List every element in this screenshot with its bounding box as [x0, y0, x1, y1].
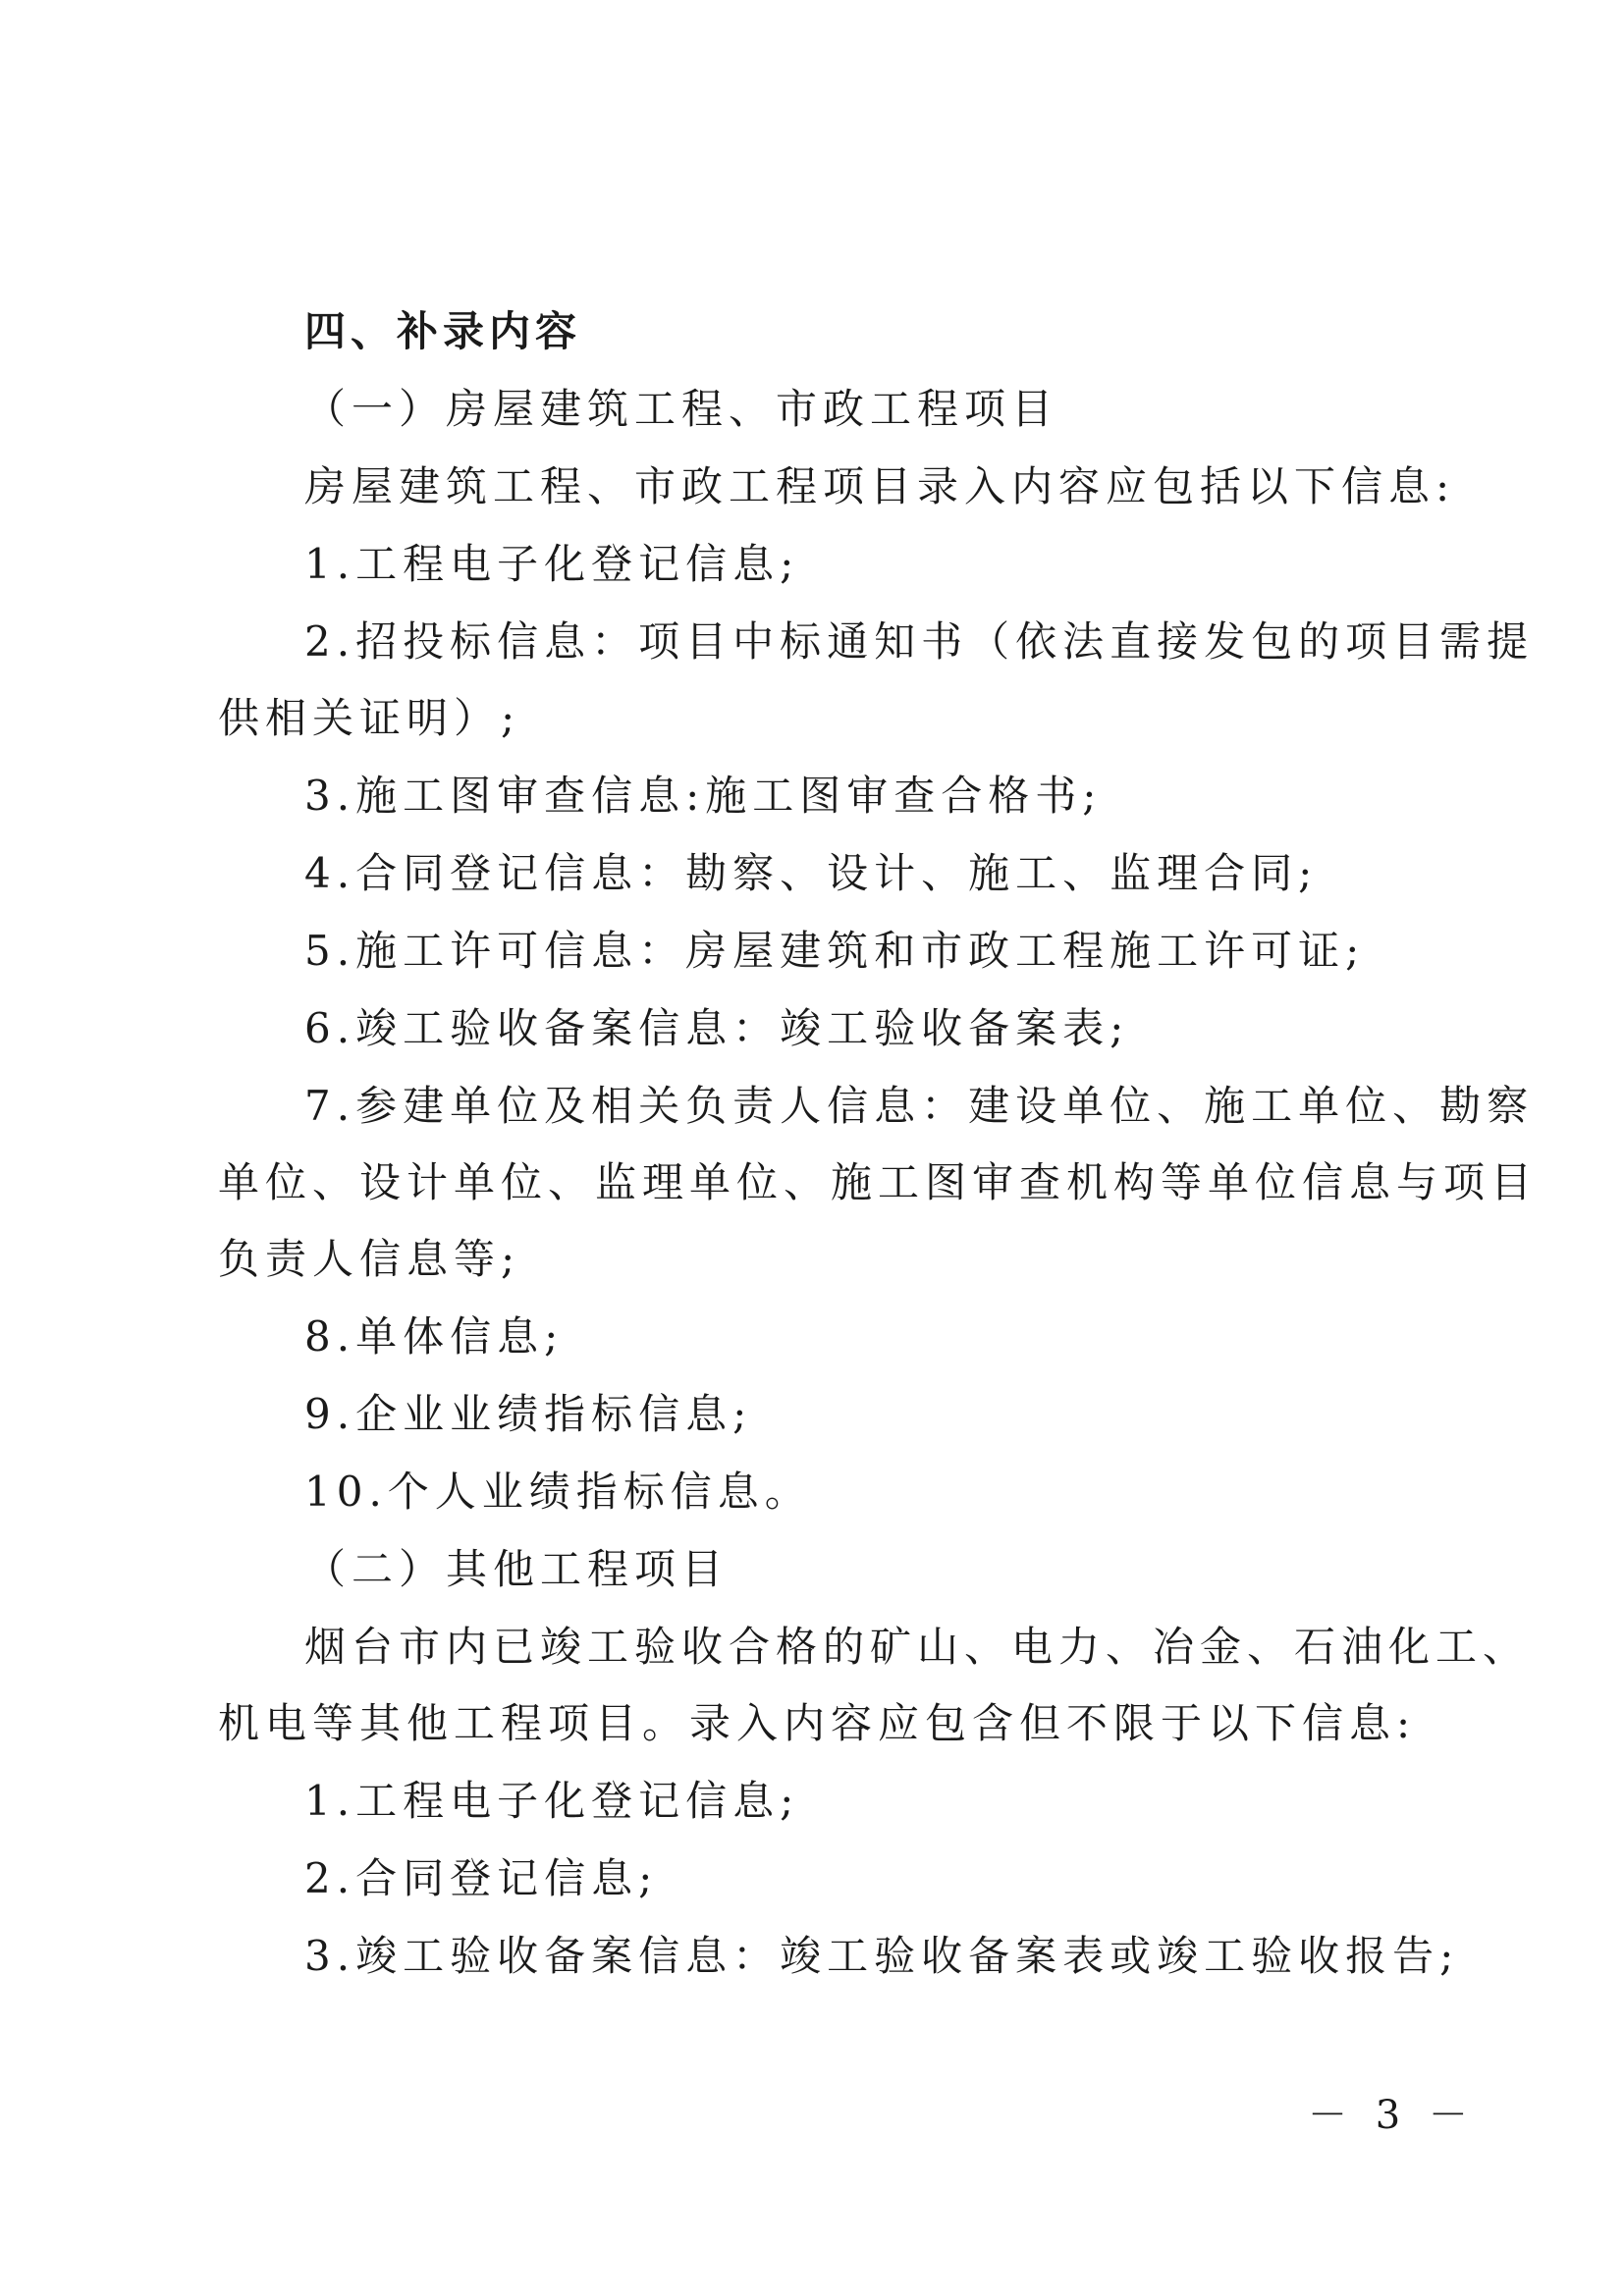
- list-item-1-5: 5.施工许可信息：房屋建筑和市政工程施工许可证;: [304, 927, 1366, 975]
- list-item-1-6: 6.竣工验收备案信息：竣工验收备案表;: [304, 1004, 1130, 1052]
- intro-paragraph-1: 房屋建筑工程、市政工程项目录入内容应包括以下信息:: [304, 462, 1456, 510]
- subsection-heading-2: （二）其他工程项目: [304, 1545, 730, 1593]
- intro-paragraph-2-continued: 机电等其他工程项目。录入内容应包含但不限于以下信息:: [218, 1699, 1417, 1747]
- list-item-1-7: 7.参建单位及相关负责人信息：建设单位、施工单位、勘察: [304, 1082, 1535, 1130]
- list-item-1-7-continued: 单位、设计单位、监理单位、施工图审查机构等单位信息与项目: [218, 1158, 1539, 1206]
- list-item-1-3: 3.施工图审查信息:施工图审查合格书;: [304, 772, 1103, 820]
- list-item-1-2-continued: 供相关证明）;: [218, 694, 521, 742]
- section-heading: 四、补录内容: [304, 307, 582, 355]
- intro-paragraph-2: 烟台市内已竣工验收合格的矿山、电力、冶金、石油化工、: [304, 1623, 1531, 1671]
- list-item-1-7-end: 负责人信息等;: [218, 1235, 521, 1283]
- list-item-1-10: 10.个人业绩指标信息。: [304, 1468, 812, 1516]
- list-item-1-1: 1.工程电子化登记信息;: [304, 540, 800, 588]
- page-number: － 3 －: [1308, 2093, 1476, 2138]
- list-item-1-2: 2.招投标信息：项目中标通知书（依法直接发包的项目需提: [304, 617, 1535, 666]
- list-item-1-4: 4.合同登记信息：勘察、设计、施工、监理合同;: [304, 849, 1319, 897]
- list-item-2-2: 2.合同登记信息;: [304, 1854, 659, 1902]
- list-item-1-9: 9.企业业绩指标信息;: [304, 1390, 753, 1438]
- list-item-2-3: 3.竣工验收备案信息：竣工验收备案表或竣工验收报告;: [304, 1932, 1460, 1980]
- list-item-1-8: 8.单体信息;: [304, 1312, 565, 1361]
- list-item-2-1: 1.工程电子化登记信息;: [304, 1777, 800, 1825]
- subsection-heading-1: （一）房屋建筑工程、市政工程项目: [304, 385, 1059, 433]
